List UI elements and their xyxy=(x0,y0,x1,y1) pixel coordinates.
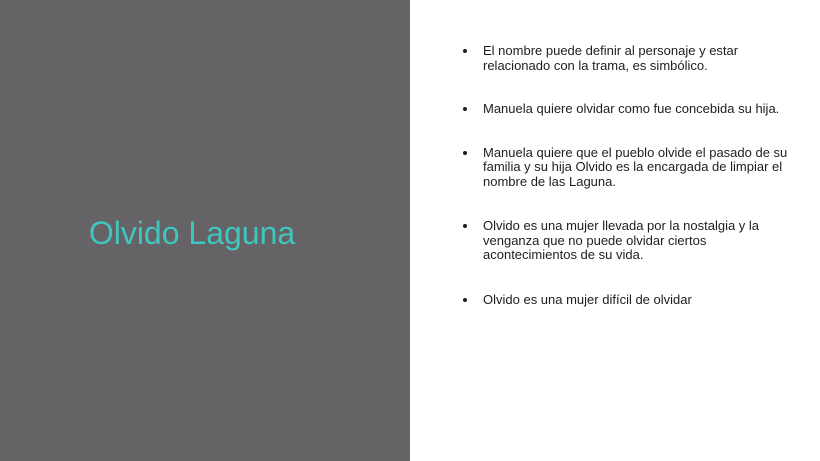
bullet-icon xyxy=(463,151,467,155)
bullet-list xyxy=(463,44,793,307)
slide-title: Olvido Laguna xyxy=(88,215,296,251)
bullet-item xyxy=(463,102,793,117)
bullet-item xyxy=(463,293,793,308)
bullet-icon xyxy=(463,107,467,111)
content-panel xyxy=(410,0,820,461)
bullet-icon xyxy=(463,298,467,302)
bullet-item xyxy=(463,219,793,263)
bullet-icon xyxy=(463,49,467,53)
bullet-item xyxy=(463,146,793,190)
bullet-text: Olvido es una mujer llevada por la nostalgia y la venganza que no puede olvidar ciertos acontecimientos de su vida. xyxy=(483,218,760,262)
bullet-text: El nombre puede definir al personaje y estar relacionado con la trama, es simbólico. xyxy=(483,43,739,73)
bullet-text: Manuela quiere olvidar como fue concebida su hija. xyxy=(483,101,780,116)
bullet-icon xyxy=(463,224,467,228)
bullet-item xyxy=(463,44,793,73)
bullet-text: Olvido es una mujer difícil de olvidar xyxy=(483,291,692,307)
bullet-text: Manuela quiere que el pueblo olvide el pasado de su familia y su hija Olvido es la encargada de limpiar el nombre de las Laguna. xyxy=(483,144,788,189)
